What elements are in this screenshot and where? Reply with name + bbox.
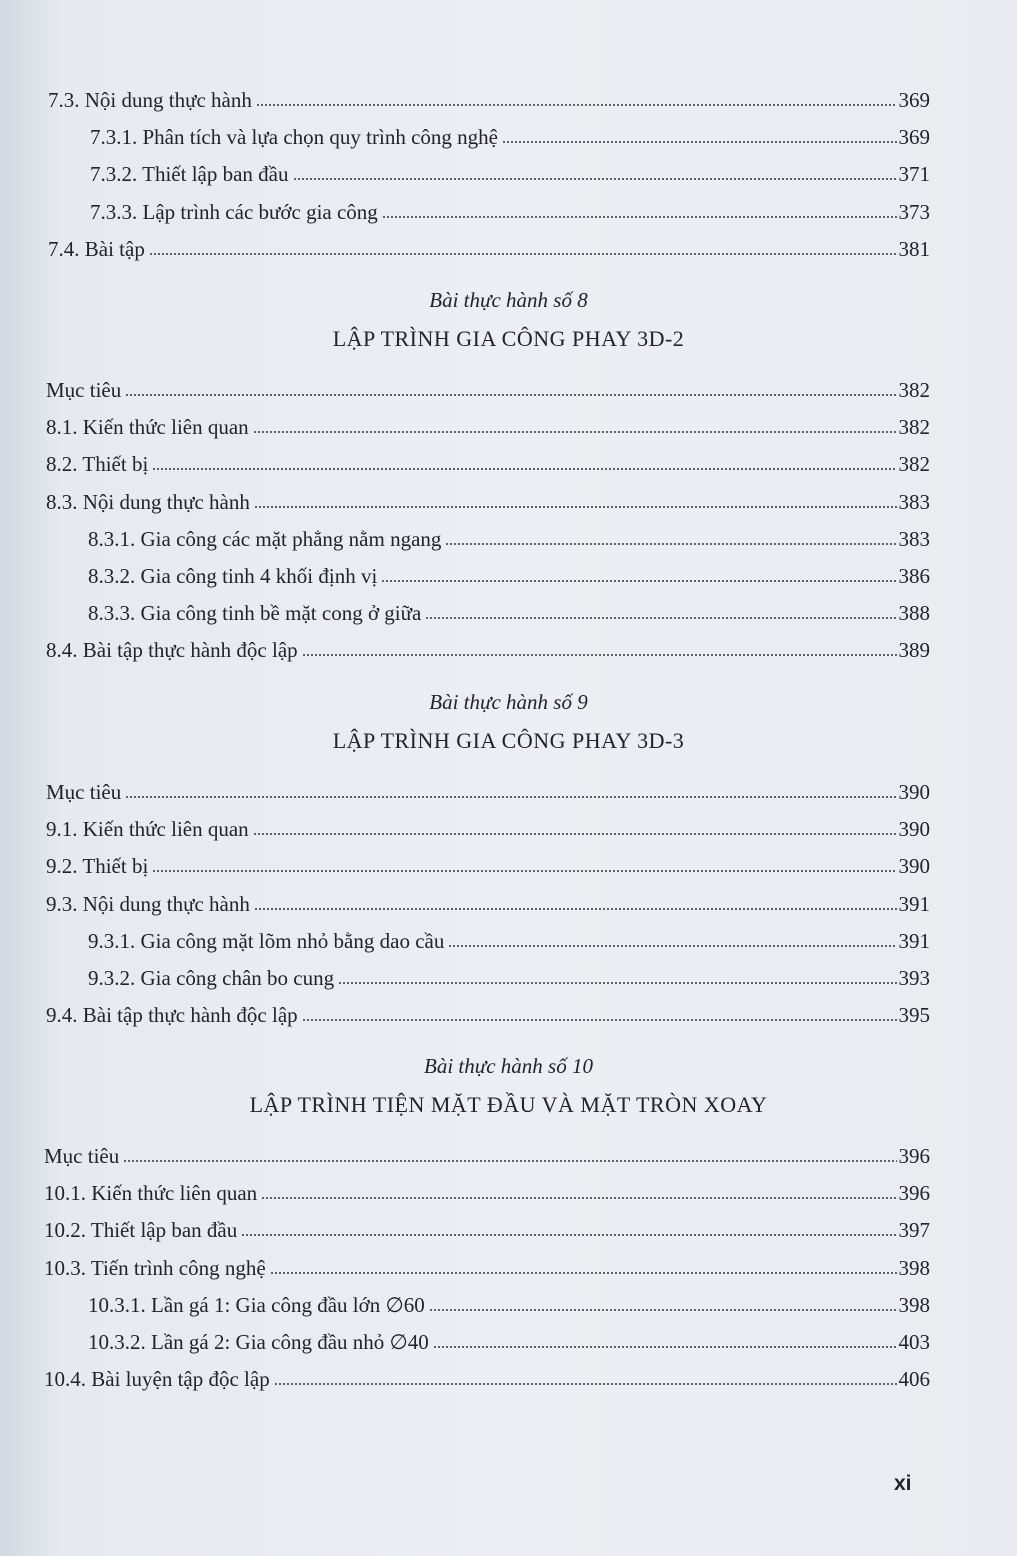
toc-entry-label: 10.3.1. Lần gá 1: Gia công đầu lớn ∅60 (88, 1293, 425, 1317)
section-subtitle: Bài thực hành số 10 (424, 1054, 593, 1078)
toc-entry-label: Mục tiêu (46, 378, 122, 402)
toc-entry-page: 369 (898, 88, 930, 112)
toc-entry-page: 398 (898, 1256, 930, 1280)
toc-entry[interactable] (46, 486, 930, 514)
toc-entry-page: 388 (898, 601, 930, 625)
toc-entry-page: 373 (898, 200, 930, 224)
dot-leader (254, 906, 897, 912)
toc-entry[interactable] (46, 634, 930, 662)
toc-entry-page: 382 (898, 415, 930, 439)
toc-entry-page: 371 (898, 162, 930, 186)
dot-leader (152, 868, 896, 874)
dot-leader (425, 615, 896, 621)
section-title: LẬP TRÌNH GIA CÔNG PHAY 3D-2 (332, 326, 685, 351)
toc-entry[interactable] (88, 597, 930, 625)
toc-entry-page: 389 (898, 638, 930, 662)
toc-entry[interactable] (44, 1214, 930, 1242)
dot-leader (253, 831, 897, 837)
toc-entry-label: 9.3.2. Gia công chân bo cung (88, 966, 335, 990)
toc-entry-label: 9.3. Nội dung thực hành (46, 892, 250, 916)
toc-entry[interactable] (46, 850, 930, 878)
toc-entry[interactable] (90, 121, 930, 149)
toc-entry-label: 9.2. Thiết bị (46, 854, 149, 878)
toc-entry[interactable] (46, 411, 930, 439)
toc-entry-page: 395 (898, 1003, 930, 1027)
toc-entry-page: 396 (898, 1181, 930, 1205)
toc-entry-page: 391 (898, 929, 930, 953)
toc-entry-label: 7.3.3. Lập trình các bước gia công (90, 200, 378, 224)
toc-entry-page: 390 (898, 780, 930, 804)
section-title: LẬP TRÌNH TIỆN MẶT ĐẦU VÀ MẶT TRÒN XOAY (249, 1092, 768, 1117)
dot-leader (448, 943, 896, 949)
toc-entry[interactable] (44, 1140, 930, 1168)
toc-entry[interactable] (44, 1363, 930, 1391)
toc-entry-page: 382 (898, 452, 930, 476)
toc-entry-page: 398 (898, 1293, 930, 1317)
toc-entry[interactable] (48, 233, 930, 261)
toc-entry-label: 10.4. Bài luyện tập độc lập (44, 1367, 270, 1391)
section-subtitle: Bài thực hành số 8 (429, 288, 588, 312)
dot-leader (338, 980, 896, 986)
section-title: LẬP TRÌNH GIA CÔNG PHAY 3D-3 (332, 728, 685, 753)
toc-entry-label: 8.4. Bài tập thực hành độc lập (46, 638, 298, 662)
toc-entry[interactable] (88, 925, 930, 953)
toc-entry-label: 7.3.2. Thiết lập ban đầu (90, 162, 289, 186)
toc-entry-label: 10.2. Thiết lập ban đầu (44, 1218, 238, 1242)
dot-leader (445, 541, 896, 547)
toc-entry-label: Mục tiêu (44, 1144, 120, 1168)
dot-leader (123, 1158, 896, 1164)
toc-entry[interactable] (46, 999, 930, 1027)
dot-leader (256, 102, 897, 108)
dot-leader (241, 1232, 896, 1238)
dot-leader (429, 1307, 897, 1313)
toc-entry-label: 10.3.2. Lần gá 2: Gia công đầu nhỏ ∅40 (88, 1330, 429, 1354)
toc-entry-page: 383 (898, 490, 930, 514)
toc-entry-label: 7.3. Nội dung thực hành (48, 88, 252, 112)
toc-entry-page: 403 (898, 1330, 930, 1354)
dot-leader (152, 466, 896, 472)
toc-entry-page: 406 (898, 1367, 930, 1391)
dot-leader (125, 392, 896, 398)
toc-entry[interactable] (88, 1289, 930, 1317)
toc-entry[interactable] (46, 448, 930, 476)
dot-leader (270, 1270, 897, 1276)
toc-entry-page: 390 (898, 854, 930, 878)
toc-entry[interactable] (44, 1252, 930, 1280)
page-number: xi (894, 1472, 912, 1495)
dot-leader (382, 214, 897, 220)
toc-entry-label: 8.3.3. Gia công tinh bề mặt cong ở giữa (88, 601, 422, 625)
dot-leader (302, 1017, 897, 1023)
toc-entry-label: 7.3.1. Phân tích và lựa chọn quy trình công nghệ (90, 125, 498, 149)
dot-leader (254, 504, 897, 510)
toc-entry-page: 369 (898, 125, 930, 149)
toc-entry-page: 381 (898, 237, 930, 261)
toc-entry-page: 383 (898, 527, 930, 551)
toc-entry-page: 393 (898, 966, 930, 990)
toc-entry-label: 8.2. Thiết bị (46, 452, 149, 476)
toc-entry[interactable] (90, 158, 930, 186)
toc-entry-label: 8.3. Nội dung thực hành (46, 490, 250, 514)
dot-leader (381, 578, 896, 584)
toc-entry[interactable] (48, 84, 930, 112)
toc-entry-page: 397 (898, 1218, 930, 1242)
toc-entry-page: 390 (898, 817, 930, 841)
toc-entry-page: 386 (898, 564, 930, 588)
dot-leader (293, 176, 897, 182)
toc-entry[interactable] (88, 962, 930, 990)
toc-entry-label: Mục tiêu (46, 780, 122, 804)
toc-entry-label: 7.4. Bài tập (48, 237, 145, 261)
toc-entry[interactable] (46, 888, 930, 916)
toc-entry-label: 8.3.2. Gia công tinh 4 khối định vị (88, 564, 378, 588)
toc-entry-page: 396 (898, 1144, 930, 1168)
toc-entry[interactable] (46, 776, 930, 804)
toc-entry[interactable] (46, 813, 930, 841)
dot-leader (302, 652, 897, 658)
toc-entry[interactable] (46, 374, 930, 402)
toc-entry-label: 10.3. Tiến trình công nghệ (44, 1256, 266, 1280)
toc-entry[interactable] (90, 196, 930, 224)
toc-entry-label: 8.1. Kiến thức liên quan (46, 415, 249, 439)
dot-leader (125, 794, 896, 800)
dot-leader (261, 1195, 896, 1201)
toc-entry-label: 9.4. Bài tập thực hành độc lập (46, 1003, 298, 1027)
dot-leader (253, 429, 897, 435)
toc-entry-label: 8.3.1. Gia công các mặt phẳng nằm ngang (88, 527, 442, 551)
toc-entry-label: 10.1. Kiến thức liên quan (44, 1181, 258, 1205)
section-subtitle: Bài thực hành số 9 (429, 690, 588, 714)
toc-entry-page: 382 (898, 378, 930, 402)
dot-leader (433, 1344, 897, 1350)
toc-entry-label: 9.1. Kiến thức liên quan (46, 817, 249, 841)
dot-leader (149, 251, 897, 257)
toc-entry[interactable] (88, 560, 930, 588)
toc-entry[interactable] (88, 1326, 930, 1354)
dot-leader (502, 139, 897, 145)
toc-entry-page: 391 (898, 892, 930, 916)
toc-entry[interactable] (44, 1177, 930, 1205)
dot-leader (274, 1381, 897, 1387)
toc-entry-label: 9.3.1. Gia công mặt lõm nhỏ bằng dao cầu (88, 929, 445, 953)
toc-entry[interactable] (88, 523, 930, 551)
